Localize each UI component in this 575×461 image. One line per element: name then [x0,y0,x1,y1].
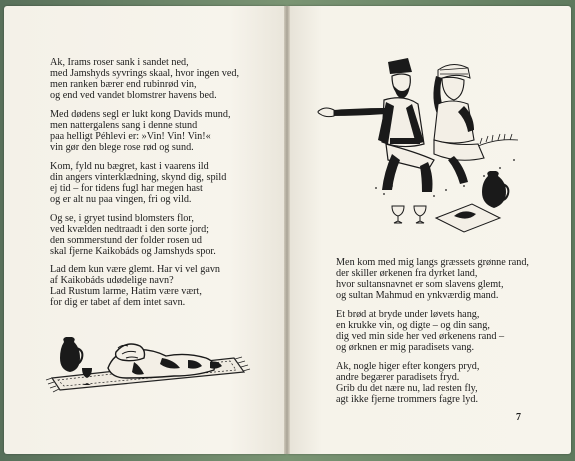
poem-line: men nattergalens sang i denne stund [50,119,198,131]
stanza-3 [50,162,226,206]
poem-line: Ak, Irams roser sank i sandet ned, [50,57,189,68]
poem-line: og sultan Mahmud en ynkværdig mand. [336,289,499,301]
stanza-2 [50,110,231,154]
poem-line: der skiller ørkenen fra dyrket land, [336,267,478,279]
poem-line: hvor sultansnavnet er som slavens glemt, [336,278,504,290]
poem-line: Med dødens segl er lukt kong Davids mund, [50,109,231,120]
poem-line: Grib du det nære nu, lad resten fly, [336,382,478,394]
poem-line: Men kom med mig langs græssets grønne rand, [336,257,529,268]
poem-line: dig ved min side her ved ørkenens rand – [336,330,505,342]
stanza-6 [336,258,529,302]
poem-line: og er alt nu paa vingen, fri og vild. [50,193,192,205]
poem-line: Ak, nogle higer efter kongers pryd, [336,361,480,372]
poem-line: med Jamshyds syvrings skaal, hvor ingen ved, [50,67,240,79]
poem-line: af Kaikobáds udødelige navn? [50,274,174,286]
stanza-8 [336,362,479,406]
poem-line: din angers vinterklædning, skynd dig, spild [50,171,227,183]
poem-line: Lad dem kun være glemt. Har vi vel gavn [50,264,221,275]
stanza-7 [336,310,504,354]
poem-line: Kom, fyld nu bægret, kast i vaarens ild [50,161,209,172]
poem-line: og ørknen er mig paradisets vang. [336,341,475,353]
poem-line: vin gør den blege rose rød og sund. [50,141,194,153]
book-gutter [284,6,290,454]
poem-line: agt ikke fjerne trommers fagre lyd. [336,393,479,405]
poem-line: ej tid – for tidens fugl har megen hast [50,182,203,194]
poem-line: Et brød at bryde under løvets hang, [336,309,480,320]
poem-line: Og se, i gryet tusind blomsters flor, [50,213,194,224]
poem-line: men ranken bærer end rubinrød vin, [50,78,197,90]
stanza-4 [50,214,216,258]
poem-line: paa helligt Péhlevi er: »Vin! Vin! Vin!« [50,130,211,142]
poem-line: ved kvælden nedtraadt i den sorte jord; [50,223,209,235]
page-number: 7 [516,412,521,423]
poem-line: for dig er tabet af dem intet savn. [50,296,186,308]
stanza-5 [50,265,220,309]
illustration-seated-couple [314,56,546,234]
poem-line: skal fjerne Kaikobáds og Jamshyds spor. [50,245,216,257]
poem-line: og end ved vandet blomstrer havens bed. [50,89,217,101]
stanza-1 [50,58,239,102]
poem-line: den sommerstund der folder rosen ud [50,234,202,246]
poem-line: andre begærer paradisets fryd. [336,371,460,383]
poem-line: en krukke vin, og digte – og din sang, [336,319,490,331]
illustration-sleeping-man [38,328,253,396]
poem-line: Lad Rustum larme, Hatim være vært, [50,285,202,297]
